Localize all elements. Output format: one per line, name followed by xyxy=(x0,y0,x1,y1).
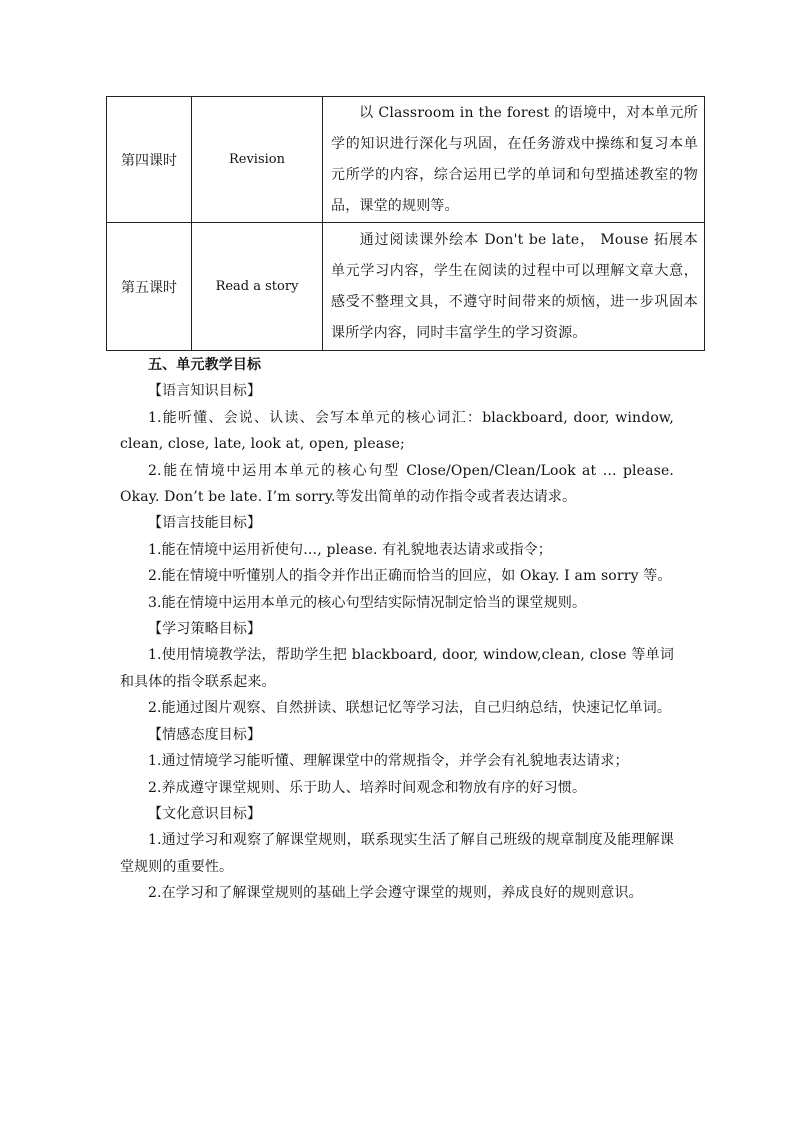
objective-item: 2.养成遵守课堂规则、乐于助人、培养时间观念和物放有序的好习惯。 xyxy=(148,779,587,796)
lesson-table xyxy=(106,96,705,351)
objective-item: 1.能听懂、会说、认读、会写本单元的核心词汇：blackboard, door, window, clean, close, late, look at, open, please; xyxy=(120,409,674,453)
objective-item: 1.能在情境中运用祈使句…, please. 有礼貌地表达请求或指令； xyxy=(148,541,552,558)
objective-item: 2.在学习和了解课堂规则的基础上学会遵守课堂的规则，养成良好的规则意识。 xyxy=(148,885,643,902)
description-text: 通过阅读课外绘本 Don't be late， Mouse 拓展本单元学习内容，学生在阅读的过程中可以理解文章大意，感受不整理文具，不遵守时间带来的烦恼，进一步巩固本课所学内容，同时丰富学生的学习资源。 xyxy=(331,231,698,341)
block-heading: 【学习策略目标】 xyxy=(148,621,262,638)
description-cell xyxy=(323,223,705,351)
objective-item: 1.使用情境教学法，帮助学生把 blackboard, door, window,clean, close 等单词和具体的指令联系起来。 xyxy=(120,647,674,690)
lesson-type-cell: Read a story xyxy=(192,223,323,351)
description-text: 以 Classroom in the forest 的语境中，对本单元所学的知识进行深化与巩固，在任务游戏中操练和复习本单元所学的内容，综合运用已学的单词和句型描述教室的物品，课堂的规则等。 xyxy=(331,104,698,214)
objectives-section xyxy=(120,352,674,907)
section-title: 五、单元教学目标 xyxy=(148,357,262,373)
objective-item: 2.能通过图片观察、自然拼读、联想记忆等学习法，自己归纳总结，快速记忆单词。 xyxy=(148,700,672,717)
objective-item: 1.通过学习和观察了解课堂规则，联系现实生活了解自己班级的规章制度及能理解课堂规则的重要性。 xyxy=(120,832,674,875)
block-heading: 【语言知识目标】 xyxy=(148,383,262,400)
table-row xyxy=(107,97,705,223)
table-row xyxy=(107,223,705,351)
objective-item: 2.能在情境中听懂别人的指令并作出正确而恰当的回应，如 Okay. I am sorry 等。 xyxy=(148,568,672,585)
block-heading: 【文化意识目标】 xyxy=(148,805,262,822)
description-cell xyxy=(323,97,705,223)
lesson-type-cell: Revision xyxy=(192,97,323,223)
objective-item: 2.能在情境中运用本单元的核心句型 Close/Open/Clean/Look at … please. Okay. Don’t be late. I’m sorry.等发出简单的动作指令或者表达请求。 xyxy=(120,462,674,506)
period-cell: 第五课时 xyxy=(107,223,192,351)
period-cell: 第四课时 xyxy=(107,97,192,223)
objective-item: 3.能在情境中运用本单元的核心句型结实际情况制定恰当的课堂规则。 xyxy=(148,594,587,611)
objective-item: 1.通过情境学习能听懂、理解课堂中的常规指令，并学会有礼貌地表达请求； xyxy=(148,753,629,770)
block-heading: 【情感态度目标】 xyxy=(148,726,262,743)
block-heading: 【语言技能目标】 xyxy=(148,515,262,532)
